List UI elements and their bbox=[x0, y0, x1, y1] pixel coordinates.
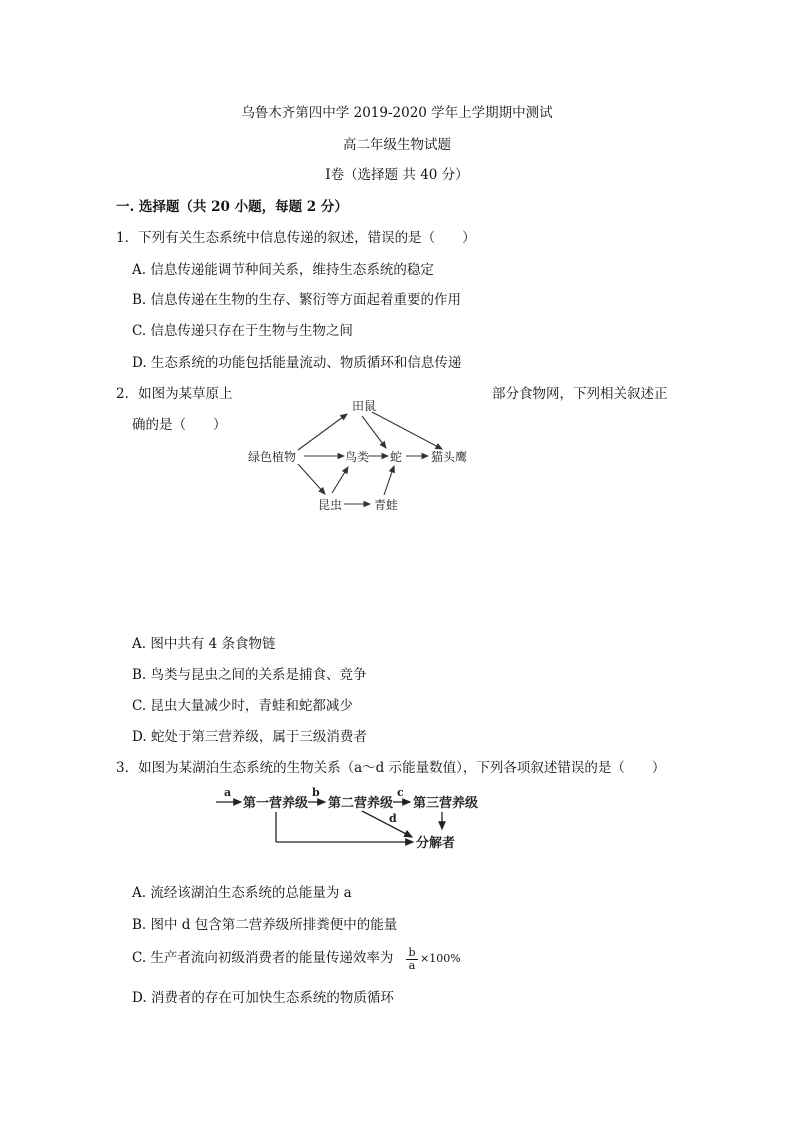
question-2-option-d: D. 蛇处于第三营养级，属于三级消费者 bbox=[132, 729, 367, 745]
energy-flow-diagram bbox=[210, 782, 500, 854]
fraction-numerator: b bbox=[406, 947, 418, 960]
question-3-option-c-fraction bbox=[406, 947, 418, 972]
subject-title: 高二年级生物试题 bbox=[343, 137, 451, 153]
question-2-option-b: B. 鸟类与昆虫之间的关系是捕食、竞争 bbox=[132, 667, 367, 683]
question-2-stem-left: 2．如图为某草原上 bbox=[116, 386, 233, 402]
question-1-option-c: C. 信息传递只存在于生物与生物之间 bbox=[132, 323, 353, 339]
food-web-node-vole: 田鼠 bbox=[352, 399, 377, 413]
food-web-node-plants: 绿色植物 bbox=[248, 450, 297, 464]
question-1-option-a: A. 信息传递能调节种间关系，维持生态系统的稳定 bbox=[132, 262, 434, 278]
food-web-node-frog: 青蛙 bbox=[374, 498, 399, 512]
question-3-option-c: C. 生产者流向初级消费者的能量传递效率为 bbox=[132, 950, 394, 966]
question-1-option-b: B. 信息传递在生物的生存、繁衍等方面起着重要的作用 bbox=[132, 292, 462, 308]
question-1-option-d: D. 生态系统的功能包括能量流动、物质循环和信息传递 bbox=[132, 355, 462, 371]
question-2-stem-right: 部分食物网，下列相关叙述正 bbox=[492, 386, 668, 402]
food-web-node-insects: 昆虫 bbox=[318, 498, 343, 512]
question-3-option-a: A. 流经该湖泊生态系统的总能量为 a bbox=[132, 885, 352, 901]
energy-label-c: c bbox=[397, 786, 404, 799]
question-2-option-a: A. 图中共有 4 条食物链 bbox=[132, 636, 276, 652]
energy-label-b: b bbox=[312, 786, 320, 799]
energy-label-a: a bbox=[224, 786, 232, 799]
question-2-option-c: C. 昆虫大量减少时，青蛙和蛇都减少 bbox=[132, 698, 353, 714]
energy-level-2: 第二营养级 bbox=[328, 796, 394, 811]
question-3-option-d: D. 消费者的存在可加快生态系统的物质循环 bbox=[132, 990, 394, 1006]
energy-label-d: d bbox=[389, 812, 397, 825]
question-1-stem: 1．下列有关生态系统中信息传递的叙述，错误的是（ ） bbox=[116, 230, 476, 246]
food-web-node-birds: 鸟类 bbox=[345, 450, 370, 464]
question-2-stem-continued: 确的是（ ） bbox=[132, 417, 227, 433]
energy-level-3: 第三营养级 bbox=[413, 796, 479, 811]
food-web-diagram bbox=[240, 394, 490, 524]
energy-level-1: 第一营养级 bbox=[243, 796, 309, 811]
question-3-option-b: B. 图中 d 包含第二营养级所排粪便中的能量 bbox=[132, 917, 398, 933]
energy-decomposer: 分解者 bbox=[416, 836, 456, 851]
school-title: 乌鲁木齐第四中学 2019-2020 学年上学期期中测试 bbox=[241, 105, 553, 121]
volume-title: Ⅰ卷（选择题 共 40 分） bbox=[325, 167, 469, 183]
question-3-stem: 3．如图为某湖泊生态系统的生物关系（a～d 示能量数值），下列各项叙述错误的是（ ） bbox=[116, 760, 666, 776]
section-heading: 一. 选择题（共 20 小题，每题 2 分） bbox=[116, 199, 348, 215]
fraction-denominator: a bbox=[408, 959, 416, 972]
food-web-node-owl: 猫头鹰 bbox=[431, 450, 468, 464]
food-web-node-snake: 蛇 bbox=[390, 450, 403, 464]
question-3-option-c-suffix: ×100% bbox=[420, 952, 461, 965]
